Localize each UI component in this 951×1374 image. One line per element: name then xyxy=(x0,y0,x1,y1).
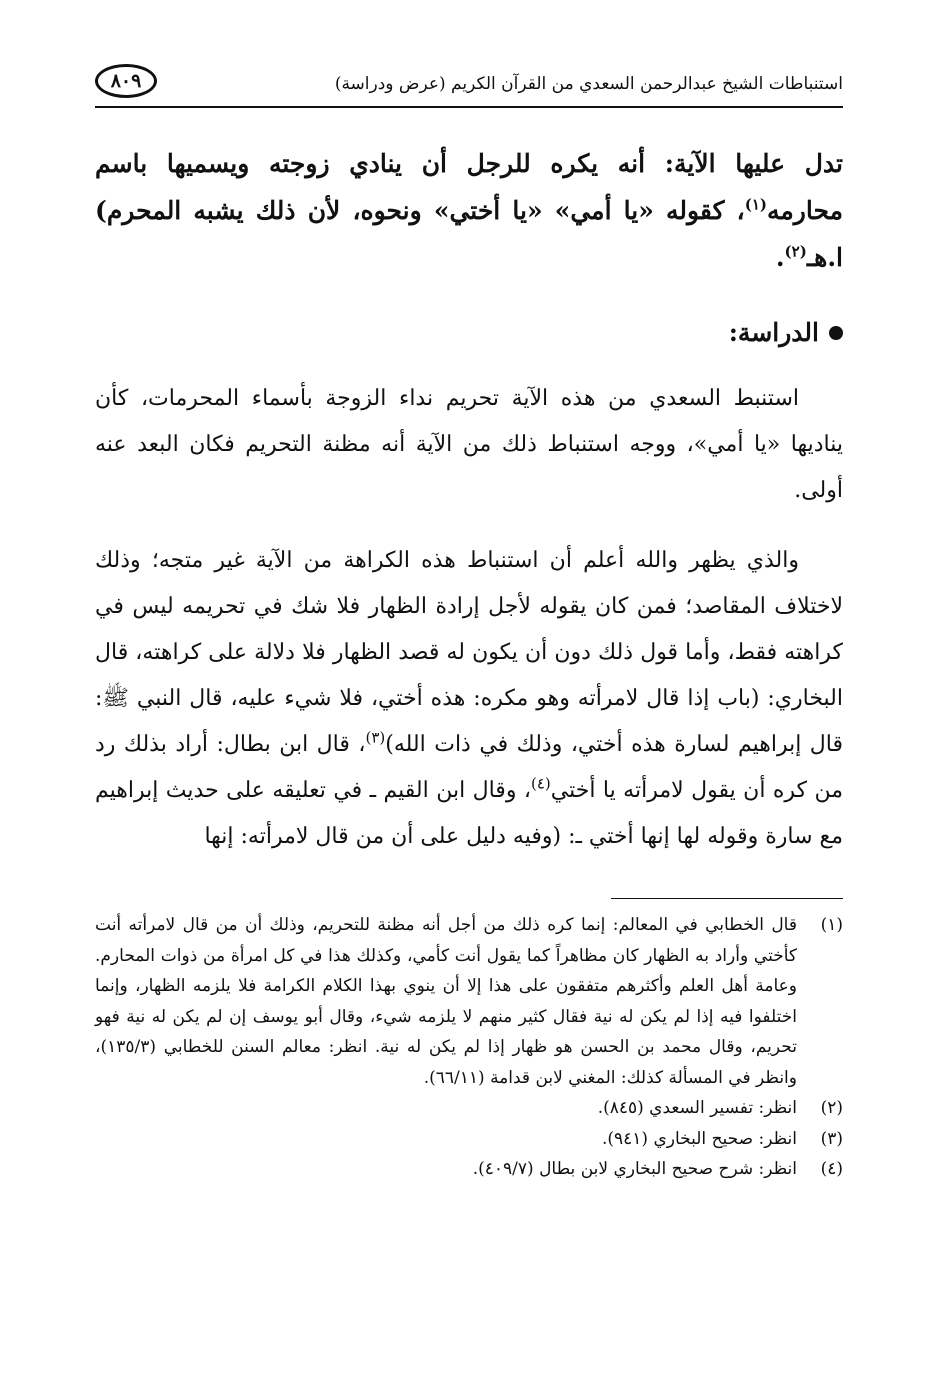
footnote-item xyxy=(95,1154,843,1185)
section-heading-label: الدراسة: xyxy=(728,318,819,347)
section-heading xyxy=(95,318,843,347)
study-paragraph-2 xyxy=(95,538,843,860)
intro-text: تدل عليها الآية: أنه يكره للرجل أن ينادي زوجته ويسميها باسم محارمه xyxy=(95,149,843,225)
footnote-item xyxy=(95,910,843,1093)
paragraph-text: ، وقال ابن القيم ـ في تعليقه على حديث إبراهيم مع سارة وقوله لها إنها أختي ـ: (وفيه دليل على أن من قال لامرأته: إنها xyxy=(95,778,843,849)
footnote-text: انظر: شرح صحيح البخاري لابن بطال (٤٠٩/٧). xyxy=(472,1159,797,1179)
running-title: استنباطات الشيخ عبدالرحمن السعدي من القرآن الكريم (عرض ودراسة) xyxy=(334,74,843,94)
footnote-text: انظر: صحيح البخاري (٩٤١). xyxy=(601,1128,797,1149)
footnote-text: قال الخطابي في المعالم: إنما كره ذلك من أجل أنه مظنة للتحريم، وذلك أن من قال لامرأته أنت كأختي وأراد به الظهار كان مظاهراً كما يقول أنت كأمي، وكذلك هذا في كل امرأة من ذوات المحارم. وعامة أهل العلم وأكثرهم متفقون على هذا إلا أن ينوي بهذا الكلام الكرامة فلا يلزمه الظهار، وإنما اختلفوا فيه إذا لم يكن له نية فقال كثير منهم لا يلزمه شيء، وقال أبو يوسف إن لم يكن له نية فهو تحريم، وقال محمد بن الحسن هو ظهار إذا لم يكن له نية. انظر: معالم السنن للخطابي (١٣٥/٣)، وانظر في المسألة كذلك: المغني لابن قدامة (٦٦/١١). xyxy=(95,915,797,1088)
footnote-number: (٣) xyxy=(820,1128,843,1149)
footnote-item xyxy=(95,1093,843,1124)
paragraph-text: والذي يظهر والله أعلم أن استنباط هذه الكراهة من الآية غير متجه؛ وذلك لاختلاف المقاصد؛ فمن كان يقوله لأجل إرادة الظهار فلا شك في تحريمه ليس في كراهته فقط، وأما قول ذلك دون أن يكون له قصد الظهار فلا دلالة على كراهته، قال البخاري: (باب إذا قال لامرأته وهو مكره: هذه أختي، فلا شيء عليه، قال النبي ﷺ: قال إبراهيم لسارة هذه أختي، وذلك في ذات الله) xyxy=(95,548,844,757)
footnote-item xyxy=(95,1124,843,1155)
intro-text: . xyxy=(775,243,785,272)
footnote-text: انظر: تفسير السعدي (٨٤٥). xyxy=(597,1098,797,1118)
page-header xyxy=(95,62,843,108)
study-paragraph-1 xyxy=(95,376,843,514)
footnote-number: (٢) xyxy=(820,1098,843,1118)
page-number: ٨٠٩ xyxy=(95,64,157,98)
footnote-divider xyxy=(611,898,843,899)
paragraph-text: استنبط السعدي من هذه الآية تحريم نداء الزوجة بأسماء المحرمات، كأن يناديها «يا أمي»، ووجه استنباط ذلك من الآية أنه مظنة التحريم فكان البعد عنه أولى. xyxy=(95,386,843,503)
footnote-number: (٤) xyxy=(820,1159,843,1179)
footnotes xyxy=(95,910,843,1185)
footnote-ref[interactable]: (٤) xyxy=(531,774,551,793)
footnote-ref[interactable]: (١) xyxy=(744,195,767,214)
paragraph-text: ، قال ابن بطال: أراد بذلك رد من كره أن يقول لامرأته يا أختي xyxy=(95,732,843,803)
footnote-number: (١) xyxy=(820,915,843,935)
intro-text: ، كقوله «يا أمي» «يا أختي» ونحوه، لأن ذلك يشبه المحرم) ا.هـ xyxy=(95,196,843,272)
footnote-ref[interactable]: (٢) xyxy=(784,242,807,261)
bullet-icon xyxy=(829,326,843,340)
intro-paragraph xyxy=(95,140,843,281)
footnote-ref[interactable]: (٣) xyxy=(365,728,386,747)
